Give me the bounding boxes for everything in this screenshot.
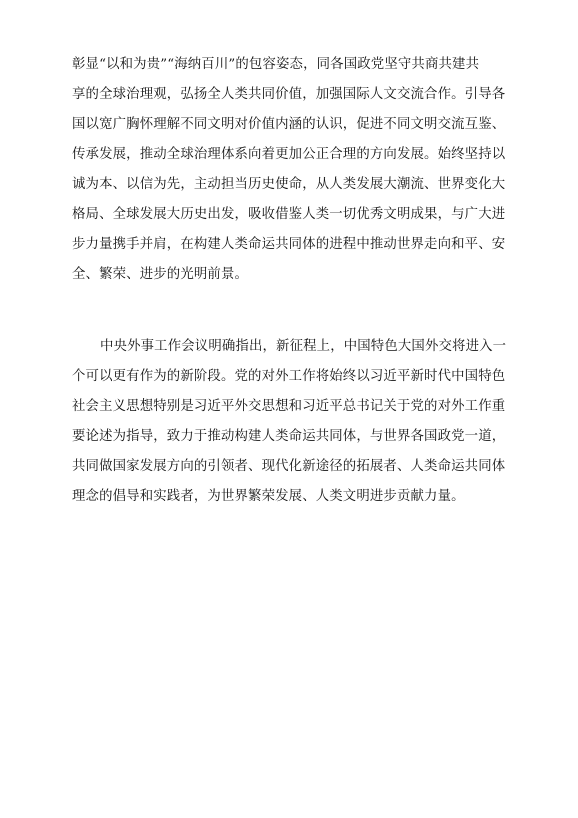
text-line: 理念的倡导和实践者，为世界繁荣发展、人类文明进步贡献力量。: [72, 489, 465, 504]
text-line: 彰显“以和为贵”“海纳百川”的包容姿态，同各国政党坚守共商共建共: [72, 57, 480, 72]
text-line: 享的全球治理观，弘扬全人类共同价值，加强国际人文交流合作。引导各: [72, 87, 506, 102]
text-line: 诚为本、以信为先，主动担当历史使命，从人类发展大潮流、世界变化大: [72, 177, 506, 192]
text-line: 国以宽广胸怀理解不同文明对价值内涵的认识，促进不同文明交流互鉴、: [72, 117, 506, 132]
text-line: 步力量携手并肩，在构建人类命运共同体的进程中推动世界走向和平、安: [72, 237, 506, 252]
text-line: 社会主义思想特别是习近平外交思想和习近平总书记关于党的对外工作重: [72, 399, 506, 414]
text-line: 个可以更有作为的新阶段。党的对外工作将始终以习近平新时代中国特色: [72, 369, 506, 384]
text-line: 要论述为指导，致力于推动构建人类命运共同体，与世界各国政党一道，: [72, 429, 506, 444]
paragraph-1: [72, 50, 512, 290]
text-line: 中央外事工作会议明确指出，新征程上，中国特色大国外交将进入一: [100, 339, 507, 354]
text-line: 共同做国家发展方向的引领者、现代化新途径的拓展者、人类命运共同体: [72, 459, 506, 474]
text-line: 全、繁荣、进步的光明前景。: [72, 267, 249, 282]
text-line: 格局、全球发展大历史出发，吸收借鉴人类一切优秀文明成果，与广大进: [72, 207, 506, 222]
paragraph-2: [72, 332, 512, 512]
text-line: 传承发展，推动全球治理体系向着更加公正合理的方向发展。始终坚持以: [72, 147, 506, 162]
